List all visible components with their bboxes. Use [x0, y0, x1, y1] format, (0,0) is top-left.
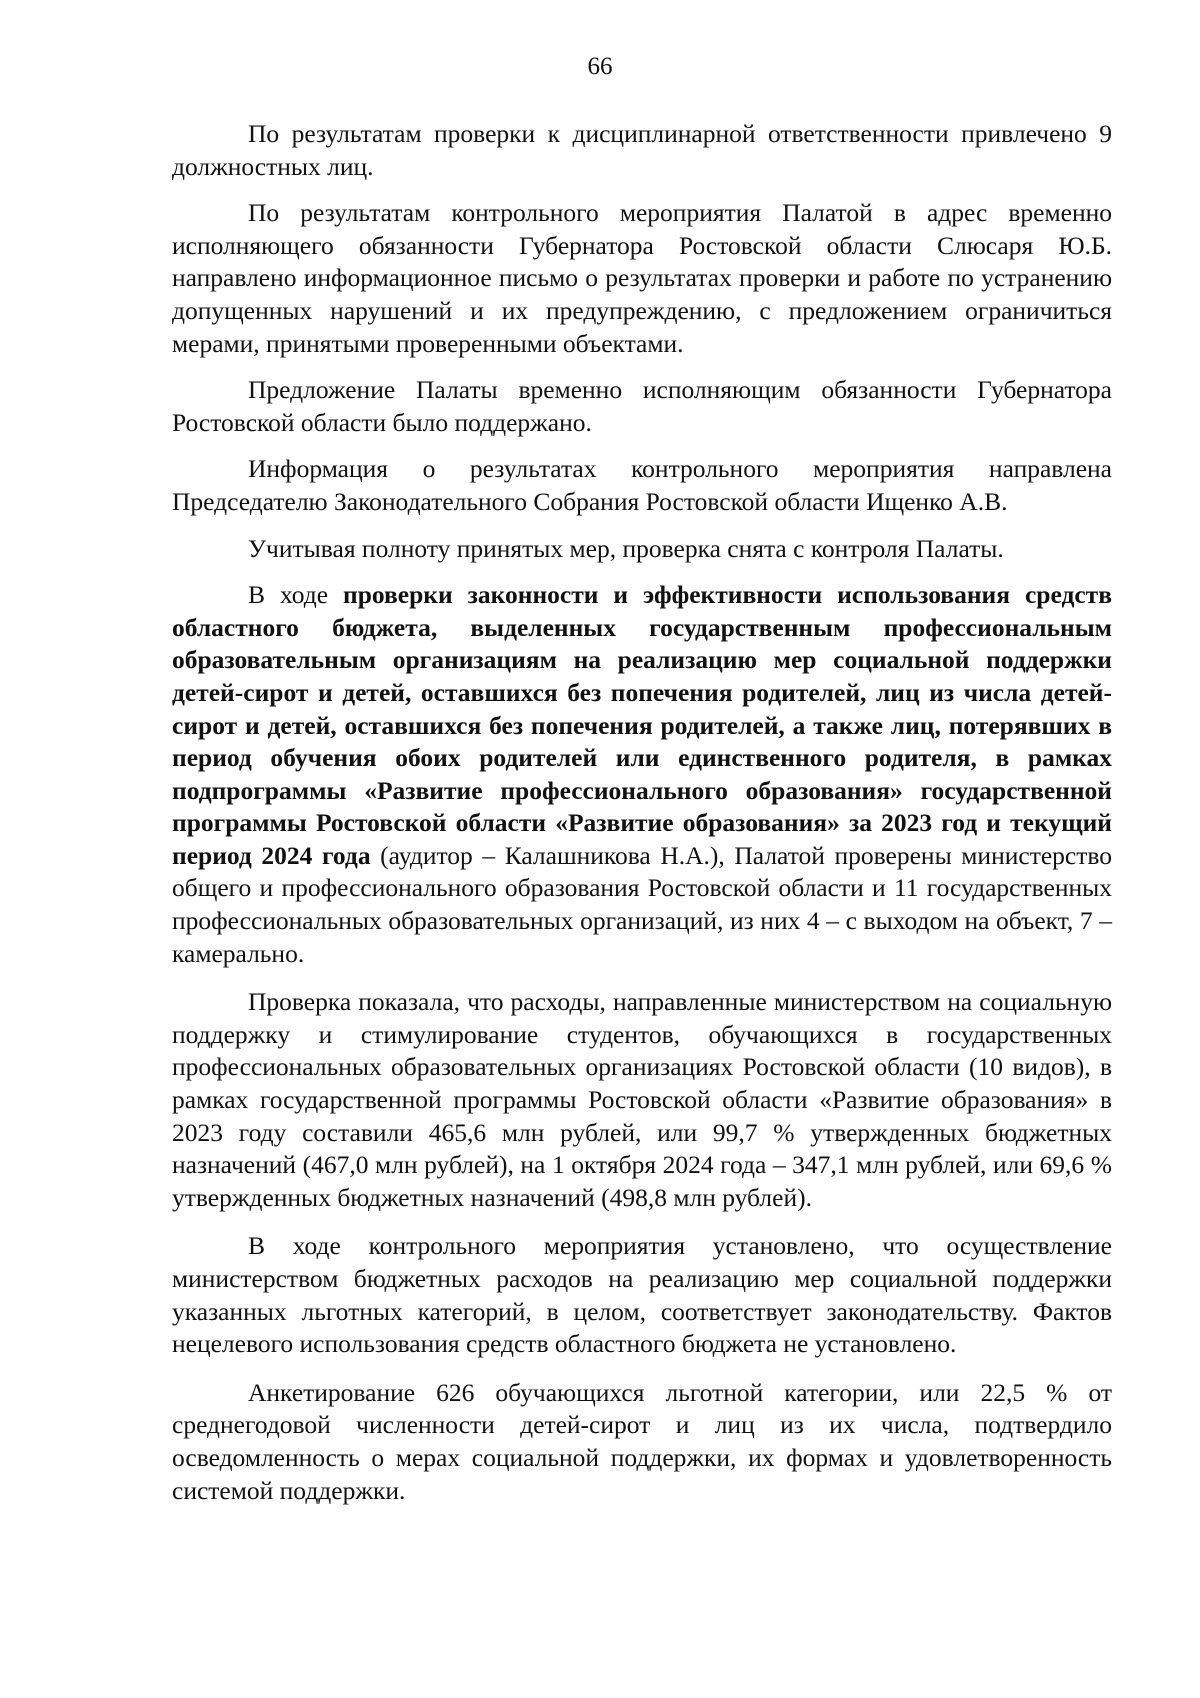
paragraph-removed-from-control: Учитывая полноту принятых мер, проверка снята с контроля Палаты. [248, 533, 1004, 563]
document-body [172, 118, 1112, 1523]
paragraph-disciplinary: По результатам проверки к дисциплинарной ответственности привлечено 9 должностных лиц. [172, 119, 1112, 181]
paragraph-information-sent: Информация о результатах контрольного мероприятия направлена Председателю Законодательного Собрания Ростовской области Ищенко А.В. [172, 454, 1112, 516]
audit-scope-lead: В ходе [248, 580, 344, 610]
paragraph-survey: Анкетирование 626 обучающихся льготной категории, или 22,5 % от среднегодовой численности детей-сирот и лиц из их числа, подтвердило осведомленность о мерах социальной поддержки, их формах и удовлетворенность системой поддержки. [172, 1377, 1112, 1505]
page-number: 66 [587, 53, 613, 80]
paragraph-compliance: В ходе контрольного мероприятия установлено, что осуществление министерством бюджетных расходов на реализацию мер социальной поддержки указанных льготных категорий, в целом, соответствует законодательству. Фактов нецелевого использования средств областного бюджета не установлено. [172, 1231, 1112, 1359]
paragraph-expenditures: Проверка показала, что расходы, направленные министерством на социальную поддержку и стимулирование студентов, обучающихся в государственных профессиональных образовательных организациях Ростовской области (10 видов), в рамках государственной программы Ростовской области «Развитие образования» в 2023 году составили 465,6 млн рублей, или 99,7 % утвержденных бюджетных назначений (467,0 млн рублей), на 1 октября 2024 года – 347,1 млн рублей, или 69,6 % утвержденных бюджетных назначений (498,8 млн рублей). [172, 987, 1112, 1212]
paragraph-audit-scope [172, 579, 1112, 970]
audit-title-bold: проверки законности и эффективности использования средств областного бюджета, выделенных государственным профессиональным образовательным организациям на реализацию мер социальной поддержки детей-сирот и детей, оставшихся без попечения родителей, лиц из числа детей-сирот и детей, оставшихся без попечения родителей, а также лиц, потерявших в период обучения обоих родителей или единственного родителя, в рамках подпрограммы «Развитие профессионального образования» государственной программы Ростовской области «Развитие образования» за 2023 год и текущий период 2024 года [172, 580, 1112, 870]
paragraph-information-letter: По результатам контрольного мероприятия Палатой в адрес временно исполняющего обязанности Губернатора Ростовской области Слюсаря Ю.Б. направлено информационное письмо о результатах проверки и работе по устранению допущенных нарушений и их предупреждению, с предложением ограничиться мерами, принятыми проверенными объектами. [172, 198, 1112, 358]
paragraph-proposal-supported: Предложение Палаты временно исполняющим обязанности Губернатора Ростовской области было поддержано. [172, 375, 1112, 437]
audit-scope-tail: (аудитор – Калашникова Н.А.), Палатой проверены министерство общего и профессионального образования Ростовской области и 11 государственных профессиональных образовательных организаций, из них 4 – с выходом на объект, 7 – камерально. [172, 840, 1112, 968]
